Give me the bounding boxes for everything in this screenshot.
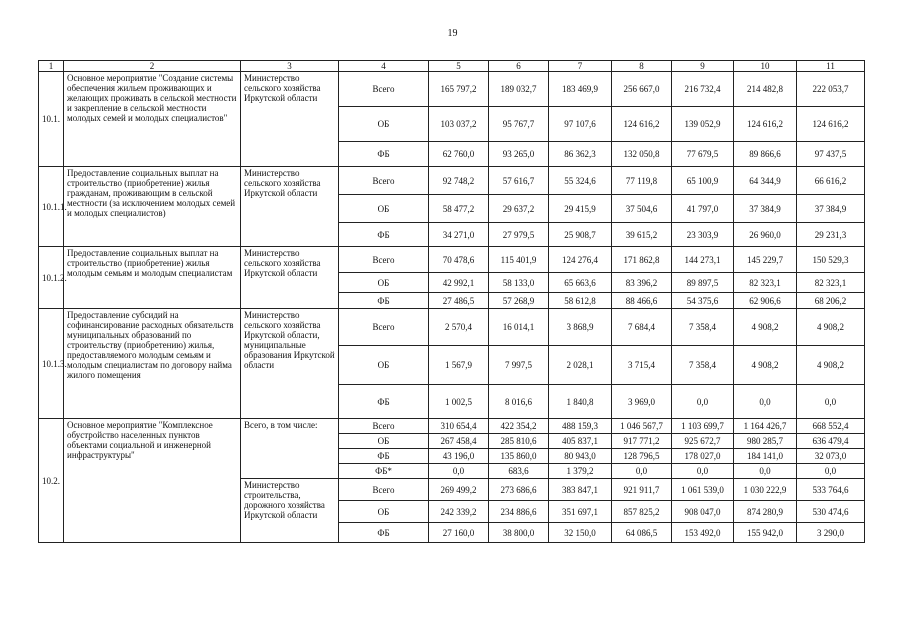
header-cell: 6 [489,61,549,72]
header-cell: 7 [549,61,612,72]
amount-cell: 917 771,2 [612,434,672,449]
funding-source: Всего [339,479,429,501]
amount-cell: 8 016,6 [489,385,549,419]
funding-source: ОБ [339,195,429,223]
amount-cell: 124 616,2 [734,107,797,142]
funding-source: Всего [339,247,429,273]
amount-cell: 165 797,2 [429,72,489,107]
amount-cell: 41 797,0 [672,195,734,223]
table-row [39,167,865,195]
amount-cell: 132 050,8 [612,142,672,167]
amount-cell: 97 107,6 [549,107,612,142]
amount-cell: 39 615,2 [612,223,672,247]
amount-cell: 1 103 699,7 [672,419,734,434]
table-row [39,247,865,273]
row-code: 10.1. [39,72,64,167]
funding-source: Всего [339,72,429,107]
amount-cell: 57 268,9 [489,293,549,309]
amount-cell: 27 979,5 [489,223,549,247]
executor: Министерство сельского хозяйства Иркутской области, муниципальные образования Иркутской области [241,309,339,419]
funding-source: ФБ [339,142,429,167]
amount-cell: 4 908,2 [734,309,797,346]
amount-cell: 925 672,7 [672,434,734,449]
amount-cell: 57 616,7 [489,167,549,195]
amount-cell: 183 469,9 [549,72,612,107]
table-row [39,72,865,107]
amount-cell: 0,0 [797,464,865,479]
amount-cell: 25 908,7 [549,223,612,247]
amount-cell: 0,0 [797,385,865,419]
amount-cell: 66 616,2 [797,167,865,195]
amount-cell: 89 866,6 [734,142,797,167]
executor: Всего, в том числе: [241,419,339,479]
amount-cell: 64 344,9 [734,167,797,195]
amount-cell: 155 942,0 [734,523,797,543]
amount-cell: 124 616,2 [797,107,865,142]
amount-cell: 77 679,5 [672,142,734,167]
amount-cell: 0,0 [429,464,489,479]
amount-cell: 70 478,6 [429,247,489,273]
amount-cell: 273 686,6 [489,479,549,501]
amount-cell: 4 908,2 [797,346,865,385]
amount-cell: 216 732,4 [672,72,734,107]
amount-cell: 3 969,0 [612,385,672,419]
page-number: 19 [447,28,458,39]
amount-cell: 3 715,4 [612,346,672,385]
measure-name: Предоставление субсидий на софинансирование расходных обязательств муниципальных образований по строительству (приобретению) жилья, предоставляемого молодым семьям и молодым специалистам по договору найма жилого помещения [64,309,241,419]
amount-cell: 124 616,2 [612,107,672,142]
amount-cell: 351 697,1 [549,501,612,523]
amount-cell: 7 684,4 [612,309,672,346]
amount-cell: 668 552,4 [797,419,865,434]
amount-cell: 7 997,5 [489,346,549,385]
amount-cell: 857 825,2 [612,501,672,523]
amount-cell: 54 375,6 [672,293,734,309]
amount-cell: 1 164 426,7 [734,419,797,434]
amount-cell: 64 086,5 [612,523,672,543]
amount-cell: 145 229,7 [734,247,797,273]
budget-table [38,60,865,543]
amount-cell: 86 362,3 [549,142,612,167]
funding-source: ОБ [339,107,429,142]
header-cell: 3 [241,61,339,72]
amount-cell: 37 384,9 [797,195,865,223]
funding-source: Всего [339,419,429,434]
amount-cell: 874 280,9 [734,501,797,523]
amount-cell: 0,0 [672,464,734,479]
funding-source: Всего [339,309,429,346]
amount-cell: 4 908,2 [734,346,797,385]
funding-source: ФБ [339,385,429,419]
amount-cell: 55 324,6 [549,167,612,195]
header-cell: 2 [64,61,241,72]
funding-source: ФБ [339,523,429,543]
measure-name: Предоставление социальных выплат на строительство (приобретение) жилья молодым семьям и молодым специалистам [64,247,241,309]
amount-cell: 310 654,4 [429,419,489,434]
amount-cell: 43 196,0 [429,449,489,464]
amount-cell: 1 379,2 [549,464,612,479]
amount-cell: 150 529,3 [797,247,865,273]
header-cell: 9 [672,61,734,72]
amount-cell: 115 401,9 [489,247,549,273]
amount-cell: 242 339,2 [429,501,489,523]
amount-cell: 37 504,6 [612,195,672,223]
amount-cell: 29 415,9 [549,195,612,223]
amount-cell: 26 960,0 [734,223,797,247]
funding-source: ОБ [339,273,429,293]
executor: Министерство сельского хозяйства Иркутской области [241,247,339,309]
funding-source: ОБ [339,346,429,385]
header-row [39,61,865,72]
amount-cell: 214 482,8 [734,72,797,107]
amount-cell: 2 028,1 [549,346,612,385]
amount-cell: 27 486,5 [429,293,489,309]
amount-cell: 89 897,5 [672,273,734,293]
amount-cell: 38 800,0 [489,523,549,543]
amount-cell: 189 032,7 [489,72,549,107]
amount-cell: 178 027,0 [672,449,734,464]
table-row [39,309,865,346]
header-cell: 10 [734,61,797,72]
amount-cell: 65 100,9 [672,167,734,195]
amount-cell: 58 477,2 [429,195,489,223]
executor: Министерство сельского хозяйства Иркутской области [241,72,339,167]
amount-cell: 383 847,1 [549,479,612,501]
executor: Министерство сельского хозяйства Иркутской области [241,167,339,247]
amount-cell: 62 760,0 [429,142,489,167]
amount-cell: 405 837,1 [549,434,612,449]
amount-cell: 422 354,2 [489,419,549,434]
amount-cell: 285 810,6 [489,434,549,449]
amount-cell: 34 271,0 [429,223,489,247]
header-cell: 4 [339,61,429,72]
amount-cell: 65 663,6 [549,273,612,293]
amount-cell: 530 474,6 [797,501,865,523]
amount-cell: 128 796,5 [612,449,672,464]
funding-source: ФБ [339,449,429,464]
amount-cell: 29 637,2 [489,195,549,223]
amount-cell: 16 014,1 [489,309,549,346]
amount-cell: 1 030 222,9 [734,479,797,501]
amount-cell: 533 764,6 [797,479,865,501]
amount-cell: 92 748,2 [429,167,489,195]
measure-name: Предоставление социальных выплат на строительство (приобретение) жилья гражданам, проживающим в сельской местности (за исключением молодых семей и молодых специалистов) [64,167,241,247]
amount-cell: 7 358,4 [672,346,734,385]
amount-cell: 103 037,2 [429,107,489,142]
amount-cell: 139 052,9 [672,107,734,142]
amount-cell: 4 908,2 [797,309,865,346]
amount-cell: 683,6 [489,464,549,479]
amount-cell: 23 303,9 [672,223,734,247]
amount-cell: 980 285,7 [734,434,797,449]
funding-source: ФБ* [339,464,429,479]
amount-cell: 0,0 [672,385,734,419]
amount-cell: 32 150,0 [549,523,612,543]
amount-cell: 267 458,4 [429,434,489,449]
amount-cell: 42 992,1 [429,273,489,293]
funding-source: ОБ [339,434,429,449]
amount-cell: 58 612,8 [549,293,612,309]
amount-cell: 3 868,9 [549,309,612,346]
row-code: 10.1.1. [39,167,64,247]
amount-cell: 636 479,4 [797,434,865,449]
amount-cell: 97 437,5 [797,142,865,167]
amount-cell: 77 119,8 [612,167,672,195]
header-cell: 11 [797,61,865,72]
amount-cell: 153 492,0 [672,523,734,543]
header-cell: 1 [39,61,64,72]
amount-cell: 58 133,0 [489,273,549,293]
amount-cell: 1 840,8 [549,385,612,419]
row-code: 10.1.3. [39,309,64,419]
amount-cell: 0,0 [612,464,672,479]
amount-cell: 7 358,4 [672,309,734,346]
amount-cell: 0,0 [734,385,797,419]
amount-cell: 62 906,6 [734,293,797,309]
amount-cell: 27 160,0 [429,523,489,543]
amount-cell: 184 141,0 [734,449,797,464]
table-body [39,72,865,543]
amount-cell: 1 046 567,7 [612,419,672,434]
amount-cell: 144 273,1 [672,247,734,273]
amount-cell: 88 466,6 [612,293,672,309]
amount-cell: 256 667,0 [612,72,672,107]
amount-cell: 124 276,4 [549,247,612,273]
funding-source: ОБ [339,501,429,523]
amount-cell: 82 323,1 [797,273,865,293]
measure-name: Основное мероприятие "Создание системы обеспечения жильем проживающих и желающих проживать в сельской местности и закрепление в сельской местности молодых семей и молодых специалистов" [64,72,241,167]
amount-cell: 921 911,7 [612,479,672,501]
amount-cell: 32 073,0 [797,449,865,464]
header-cell: 5 [429,61,489,72]
amount-cell: 93 265,0 [489,142,549,167]
header-cell: 8 [612,61,672,72]
amount-cell: 2 570,4 [429,309,489,346]
amount-cell: 1 567,9 [429,346,489,385]
amount-cell: 488 159,3 [549,419,612,434]
amount-cell: 3 290,0 [797,523,865,543]
row-code: 10.1.2. [39,247,64,309]
funding-source: ФБ [339,223,429,247]
amount-cell: 269 499,2 [429,479,489,501]
row-code: 10.2. [39,419,64,543]
amount-cell: 95 767,7 [489,107,549,142]
executor: Министерство строительства, дорожного хозяйства Иркутской области [241,479,339,543]
amount-cell: 1 002,5 [429,385,489,419]
amount-cell: 1 061 539,0 [672,479,734,501]
funding-source: ФБ [339,293,429,309]
amount-cell: 908 047,0 [672,501,734,523]
amount-cell: 83 396,2 [612,273,672,293]
amount-cell: 29 231,3 [797,223,865,247]
amount-cell: 234 886,6 [489,501,549,523]
measure-name: Основное мероприятие "Комплексное обустройство населенных пунктов объектами социальной и инженерной инфраструктуры" [64,419,241,543]
amount-cell: 82 323,1 [734,273,797,293]
table-row [39,419,865,434]
amount-cell: 135 860,0 [489,449,549,464]
funding-source: Всего [339,167,429,195]
amount-cell: 80 943,0 [549,449,612,464]
amount-cell: 171 862,8 [612,247,672,273]
amount-cell: 37 384,9 [734,195,797,223]
amount-cell: 0,0 [734,464,797,479]
amount-cell: 222 053,7 [797,72,865,107]
amount-cell: 68 206,2 [797,293,865,309]
